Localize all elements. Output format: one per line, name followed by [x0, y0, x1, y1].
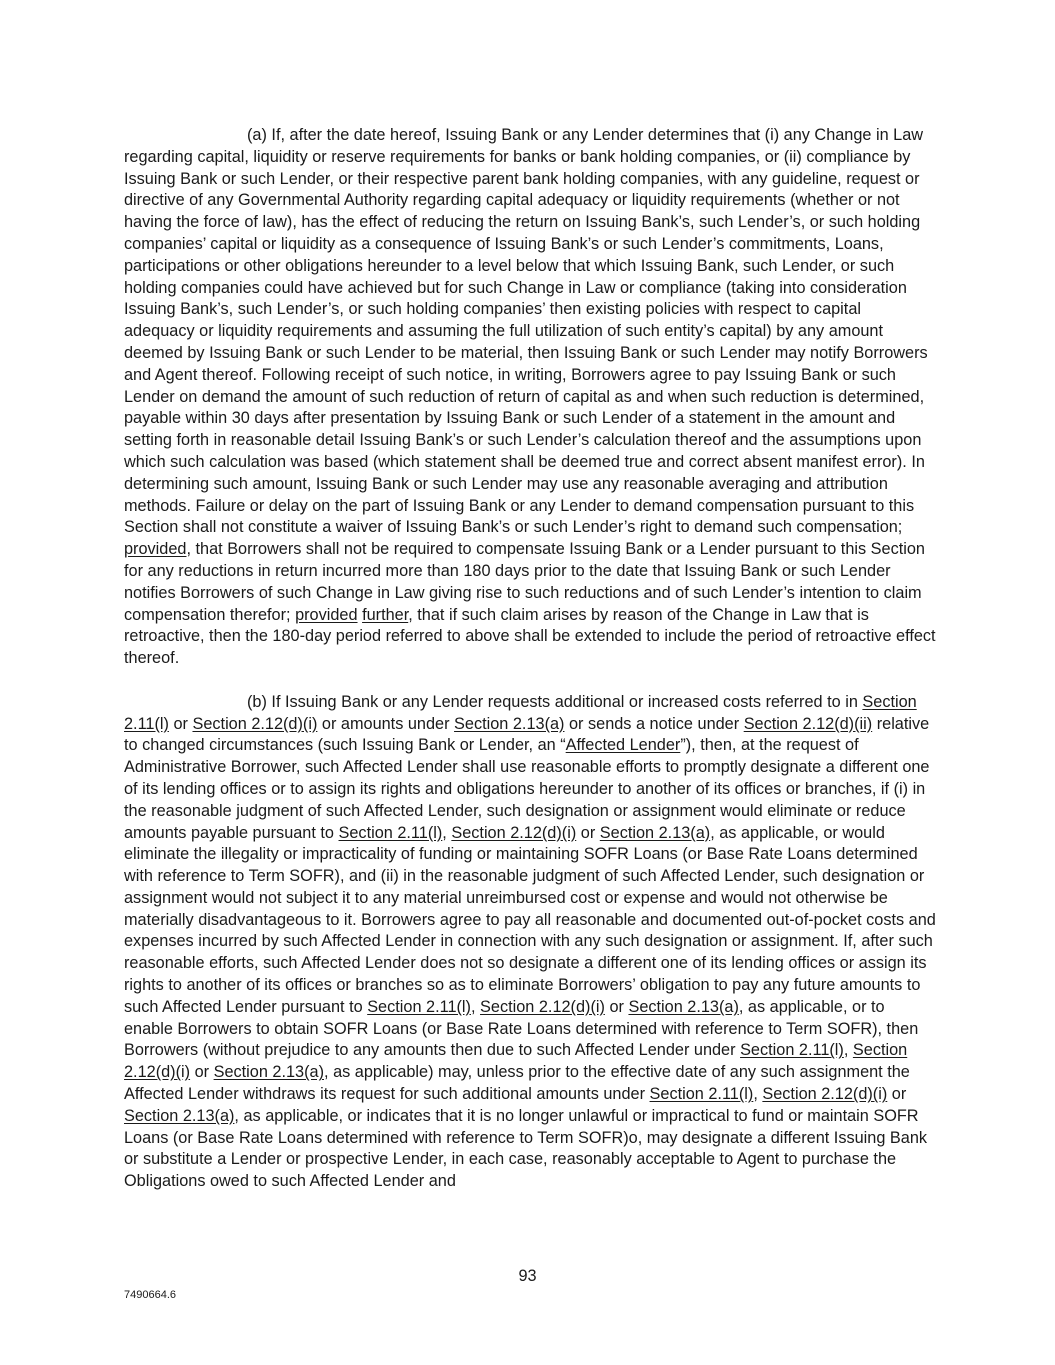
- cross-reference: Section 2.11(l): [740, 1041, 844, 1060]
- page-number: 93: [518, 1267, 537, 1285]
- cross-reference: Section 2.12(d)(i): [124, 1041, 908, 1082]
- cross-reference: Section 2.13(a): [213, 1063, 325, 1082]
- cross-reference: further: [362, 605, 409, 624]
- paragraph-text: ”), then, at the request of Administrative Borrower, such Affected Lender shall use reasonable efforts to promptly designate a different one of its lending offices or to assign its rights and obligations hereunder to another of its offices or branches, if (i) in the reasonable judgment of such Affected Lender, such designation or assignment would eliminate or reduce amounts payable pursuant to: [124, 736, 930, 842]
- paragraph-text: ,: [442, 823, 452, 842]
- paragraph-text: , as applicable, or would eliminate the illegality or impracticality of funding or maintaining SOFR Loans (or Base Rate Loans determined with reference to Term SOFR), and (ii) in the reasonable judgment of such Affected Lender, such designation or assignment would not subject it to any material unreimbursed cost or expense and would not otherwise be materially disadvantageous to it. Borrowers agree to pay all reasonable and documented out-of-pocket costs and expenses incurred by such Affected Lender in connection with any such designation or assignment. If, after such reasonable efforts, such Affected Lender does not so designate a different one of its lending offices or assign its rights to another of its offices or branches so as to eliminate Borrowers’ obligation to pay any future amounts to such Affected Lender pursuant to: [124, 823, 936, 1016]
- cross-reference: Section 2.11(l): [338, 823, 443, 842]
- cross-reference: provided: [295, 605, 358, 624]
- paragraph-text: ,: [470, 997, 481, 1016]
- cross-reference: Section 2.11(l): [124, 692, 917, 733]
- cross-reference: Section 2.12(d)(i): [451, 823, 577, 842]
- paragraph-text: or amounts under: [317, 714, 455, 733]
- cross-reference: Section 2.13(a): [454, 714, 565, 733]
- document-body: [124, 125, 936, 1193]
- paragraph-text: relative to changed circumstances (such Issuing Bank or Lender, an “: [124, 714, 930, 755]
- paragraph-text: or sends a notice under: [564, 714, 744, 733]
- document-id: 7490664.6: [124, 1289, 176, 1301]
- paragraph-text: or: [576, 823, 600, 842]
- paragraph-text: ,: [843, 1041, 853, 1060]
- cross-reference: Section 2.12(d)(ii): [743, 714, 873, 733]
- cross-reference: provided: [124, 540, 187, 559]
- paragraph-text: (a) If, after the date hereof, Issuing Bank or any Lender determines that (i) any Change in Law regarding capital, liquidity or reserve requirements for banks or bank holding companies, or (ii) compliance by Issuing Bank or such Lender, or their respective parent bank holding companies, with any guideline, request or directive of any Governmental Authority regarding capital adequacy or liquidity requirements (whether or not having the force of law), has the effect of reducing the return on Issuing Bank’s, such Lender’s, or such holding companies’ capital or liquidity as a consequence of Issuing Bank’s or such Lender’s commitments, Loans, participations or other obligations hereunder to a level below that which Issuing Bank, such Lender, or such holding companies could have achieved but for such Change in Law or compliance (taking into consideration Issuing Bank’s, such Lender’s, or such holding companies’ then existing policies with respect to capital adequacy or liquidity requirements and assuming the full utilization of such entity’s capital) by any amount deemed by Issuing Bank or such Lender to be material, then Issuing Bank or such Lender may notify Borrowers and Agent thereof. Following receipt of such notice, in writing, Borrowers agree to pay Issuing Bank or such Lender on demand the amount of such reduction of return of capital as and when such reduction is determined, payable within 30 days after presentation by Issuing Bank or such Lender of a statement in the amount and setting forth in reasonable detail Issuing Bank’s or such Lender’s calculation thereof and the assumptions upon which such calculation was based (which statement shall be deemed true and correct absent manifest error). In determining such amount, Issuing Bank or such Lender may use any reasonable averaging and attribution methods. Failure or delay on the part of Issuing Bank or any Lender to demand compensation pursuant to this Section shall not constitute a waiver of Issuing Bank’s or such Lender’s right to demand such compensation;: [124, 126, 928, 537]
- paragraph-a: [124, 125, 936, 670]
- cross-reference: Section 2.12(d)(i): [192, 714, 318, 733]
- paragraph-text: , as applicable) may, unless prior to the effective date of any such assignment the Affected Lender withdraws its request for such additional amounts under: [124, 1063, 910, 1104]
- paragraph-text: or: [887, 1085, 907, 1104]
- paragraph-text: ,: [753, 1085, 763, 1104]
- paragraph-text: or: [604, 997, 629, 1016]
- paragraph-text: , that if such claim arises by reason of the Change in Law that is retroactive, then the 180-day period referred to above shall be extended to include the period of retroactive effect thereof.: [124, 605, 936, 668]
- paragraph-text: , as applicable, or indicates that it is no longer unlawful or impractical to fund or maintain SOFR Loans (or Base Rate Loans determined with reference to Term SOFR)o, may designate a different Issuing Bank or substitute a Lender or prospective Lender, in each case, reasonably acceptable to Agent to purchase the Obligations owed to such Affected Lender and: [124, 1106, 928, 1191]
- cross-reference: Section 2.11(l): [367, 997, 471, 1016]
- cross-reference: Section 2.13(a): [599, 823, 711, 842]
- cross-reference: Section 2.12(d)(i): [480, 997, 605, 1016]
- cross-reference: Section 2.11(l): [649, 1085, 754, 1104]
- cross-reference: Section 2.13(a): [124, 1106, 235, 1125]
- paragraph-text: or: [190, 1063, 214, 1082]
- paragraph-text: , that Borrowers shall not be required to compensate Issuing Bank or a Lender pursuant to this Section for any reductions in return incurred more than 180 days prior to the date that Issuing Bank or such Lender notifies Borrowers of such Change in Law giving rise to such reductions and of such Lender’s intention to claim compensation therefor;: [124, 540, 925, 624]
- paragraph-text: or: [168, 714, 193, 733]
- cross-reference: Section 2.12(d)(i): [762, 1085, 888, 1104]
- paragraph-text: (b) If Issuing Bank or any Lender requests additional or increased costs referred to in: [247, 692, 863, 711]
- paragraph-text: , as applicable, or to enable Borrowers to obtain SOFR Loans (or Base Rate Loans determined with reference to Term SOFR), then Borrowers (without prejudice to any amounts then due to such Affected Lender under: [124, 997, 919, 1060]
- cross-reference: Affected Lender: [565, 736, 681, 755]
- paragraph-b: [124, 692, 936, 1193]
- cross-reference: Section 2.13(a): [628, 997, 739, 1016]
